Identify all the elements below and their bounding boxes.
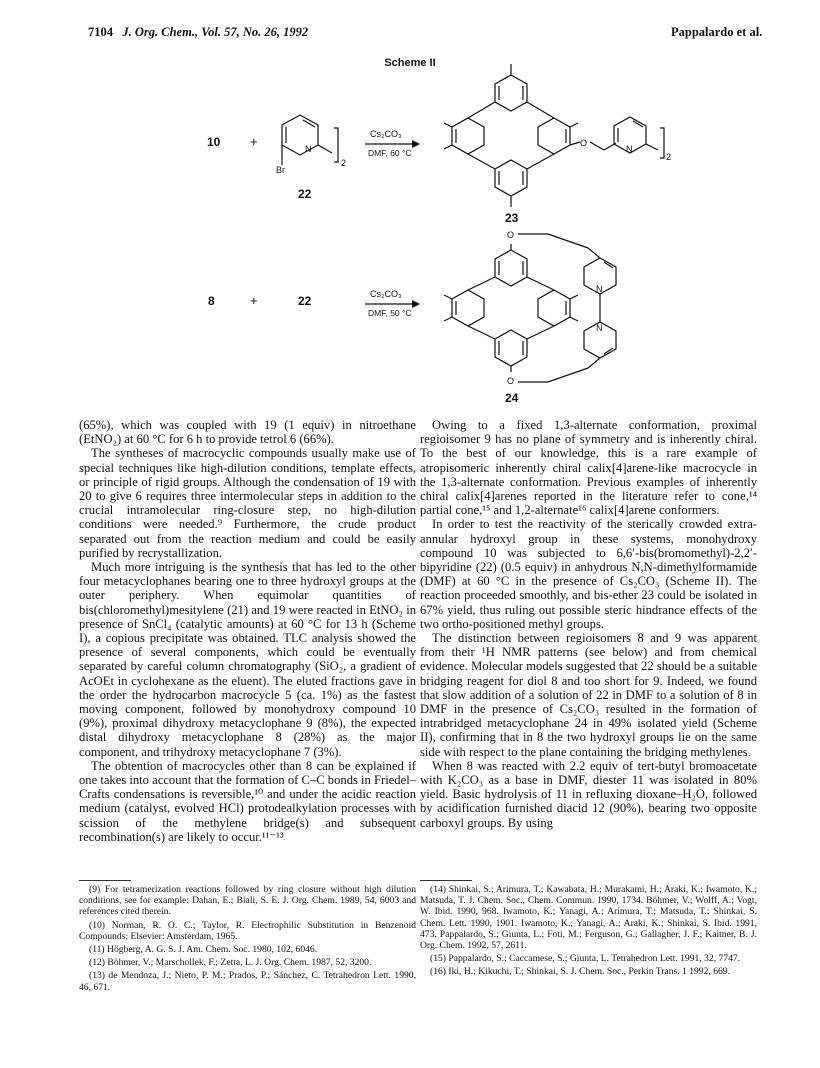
condition-base-2: Cs₂CO₃	[370, 289, 402, 299]
footnote: (15) Pappalardo, S.; Caccamese, S.; Giunta, L. Tetrahedron Lett. 1991, 32, 7747.	[430, 953, 741, 965]
atom-n-23: N	[626, 144, 633, 154]
label-22: 22	[298, 187, 312, 201]
footnotes-left	[79, 884, 416, 995]
footnote-divider	[79, 880, 131, 881]
subscript-2: 2	[341, 158, 347, 168]
body-column-left	[79, 418, 416, 844]
reactant-10: 10	[207, 135, 221, 149]
atom-n-24-bottom: N	[596, 323, 603, 333]
atom-o-23: O	[580, 138, 588, 148]
reagent-22-structure	[282, 115, 338, 165]
condition-solvent-2: DMF, 50 °C	[368, 308, 412, 318]
atom-o-24-top: O	[507, 230, 515, 240]
subscript-2-23: 2	[666, 152, 672, 162]
footnote: (9) For tetramerization reactions followed by ring closure without high dilution conditions, see for example: Dahan, E.; Biali, S. E. J. Org. Chem. 1989, 54, 6003 and references cited therein.	[79, 884, 416, 918]
page-number: 7104	[88, 25, 113, 39]
atom-br: Br	[276, 165, 285, 175]
paragraph: When 8 was reacted with 2.2 equiv of tert-butyl bromoacetate with K₂CO₃ as a base in DMF, diester 11 was isolated in 80% yield. Basic hydrolysis of 11 in refluxing dioxane–H₂O, followed by acidification furnished diacid 12 (90%), bearing two opposite carboxyl groups. By using	[420, 758, 757, 830]
plus-sign-1: +	[250, 134, 258, 149]
paragraph: The syntheses of macrocyclic compounds usually make use of special techniques like high-dilution conditions, template effects, or principle of rigid groups. Although the condensation of 19 with 20 to give 6 requires three intermolecular steps in addition to the crucial intramolecular ring-closure step, no high-dilution conditions were needed.⁹ Furthermore, the crude product separated out from the reaction medium and could be easily purified by recrystallization.	[79, 446, 416, 560]
footnotes-right	[420, 884, 757, 980]
footnote: (14) Shinkai, S.; Arimura, T.; Kawabata, H.; Murakami, H.; Araki, K.; Iwamoto, K.; Matsuda, T. J. Chem. Soc., Chem. Commun. 1990, 1734. Böhmer, V.; Wolff, A.; Vogt, W. Ibid. 1990, 968. Iwamoto, K.; Yanagi, A.; Arimura, T.; Matsuda, T.; Shinkai, S. Chem. Lett. 1990, 1901. Iwamoto, K.; Yanagi, A.; Araki, K.; Shinkai, S. Ibid. 1991, 473. Pappalardo, S.; Giunta, L.; Foti, M.; Ferguson, G.; Gallagher, J. F.; Kaitner, B. J. Org. Chem. 1992, 57, 2611.	[420, 884, 757, 952]
footnote: (10) Norman, R. O. C.; Taylor, R. Electrophilic Substitution in Benzenoid Compounds; Elsevier: Amsterdam, 1965.	[79, 919, 416, 942]
running-header-authors: Pappalardo et al.	[671, 25, 763, 39]
footnote-divider	[420, 880, 472, 881]
footnote: (16) Iki, H.; Kikuchi, T.; Shinkai, S. J. Chem. Soc., Perkin Trans. 1 1992, 669.	[430, 966, 730, 978]
reagent-22: 22	[298, 294, 312, 308]
volume-info: Vol. 57, No. 26, 1992	[201, 25, 309, 39]
atom-o-24-bottom: O	[507, 376, 515, 386]
label-24: 24	[505, 391, 519, 405]
paragraph: Much more intriguing is the synthesis that has led to the other four metacyclophanes bearing one to three hydroxyl groups at the outer periphery. When equimolar quantities of bis(chloromethyl)mesitylene (21) and 19 were reacted in EtNO₂ in presence of SnCl₄ (catalytic amounts) at 60 °C for 13 h (Scheme I), a copious precipitate was obtained. TLC analysis showed the presence of several components, which could be eventually separated by careful column chromatography (SiO₂, a gradient of AcOEt in cyclohexane as the eluent). The eluted fractions gave in the order the hydrocarbon macrocycle 5 (ca. 1%) as the fastest moving component, followed by monohydroxy compound 10 (9%), proximal dihydroxy metacyclophane 9 (8%), the expected distal dihydroxy metacyclophane 8 (28%) as the major component, and trihydroxy metacyclophane 7 (3%).	[79, 560, 416, 759]
condition-solvent-1: DMF, 60 °C	[368, 148, 412, 158]
condition-base-1: Cs₂CO₃	[370, 129, 402, 139]
paragraph: (65%), which was coupled with 19 (1 equiv) in nitroethane (EtNO₂) at 60 °C for 6 h to provide tetrol 6 (66%).	[79, 418, 416, 447]
scheme-title: Scheme II	[384, 57, 436, 69]
atom-n-22: N	[305, 144, 312, 154]
plus-sign-2: +	[250, 293, 258, 308]
footnote: (13) de Mendoza, J.; Nieto, P. M.; Prados, P.; Sánchez, C. Tetrahedron Lett. 1990, 46, 671.	[79, 970, 416, 993]
paragraph: In order to test the reactivity of the sterically crowded extra-annular hydroxyl group in these systems, monohydroxy compound 10 was subjected to 6,6′-bis(bromomethyl)-2,2′-bipyridine (22) (0.5 equiv) in anhydrous N,N-dimethylformamide (DMF) at 60 °C in the presence of Cs₂CO₃ (Scheme II). The reaction proceeded smoothly, and bis-ether 23 could be isolated in 67% yield, thus ruling out possible steric hindrance effects of the two ortho-positioned methyl groups.	[420, 517, 757, 631]
footnote: (12) Böhmer, V.; Marschollek, F.; Zetta, L. J. Org. Chem. 1987, 52, 3200.	[89, 957, 372, 969]
label-23: 23	[505, 211, 519, 225]
reaction-scheme	[0, 0, 820, 420]
journal-name: J. Org. Chem.,	[122, 25, 199, 39]
reactant-8: 8	[208, 294, 215, 308]
footnote: (11) Högberg, A. G. S. J. Am. Chem. Soc. 1980, 102, 6046.	[89, 944, 318, 956]
product-24-structure	[444, 234, 616, 382]
product-23-structure	[444, 64, 664, 207]
paragraph: Owing to a fixed 1,3-alternate conformation, proximal regioisomer 9 has no plane of symmetry and is inherently chiral. To the best of our knowledge, this is a rare example of atropisomeric inherently chiral calix[4]arene-like macrocycle in the 1,3-alternate conformation. Previous examples of inherently chiral calix[4]arenes reported in the literature refer to cone,¹⁴ partial cone,¹⁵ and 1,2-alternate¹⁶ calix[4]arene conformers.	[420, 418, 757, 518]
paragraph: The obtention of macrocycles other than 8 can be explained if one takes into account that the formation of C–C bonds in Friedel–Crafts condensations is reversible,¹⁰ and under the acidic reaction medium (catalyst, evolved HCl) protodealkylation processes with scission of the methylene bridge(s) and subsequent recombination(s) are likely to occur.¹¹⁻¹³	[79, 758, 416, 844]
atom-n-24-top: N	[596, 284, 603, 294]
body-column-right	[420, 418, 757, 830]
paragraph: The distinction between regioisomers 8 and 9 was apparent from their ¹H NMR patterns (see below) and from chemical evidence. Molecular models suggested that 22 should be a suitable bridging reagent for diol 8 and too short for 9. Indeed, we found that slow addition of a solution of 22 in DMF to a solution of 8 in DMF in the presence of Cs₂CO₃ resulted in the formation of intrabridged metacyclophane 24 in 49% isolated yield (Scheme II), confirming that in 8 the two hydroxyl groups lie on the same side with respect to the plane containing the bridging methylenes.	[420, 631, 757, 759]
